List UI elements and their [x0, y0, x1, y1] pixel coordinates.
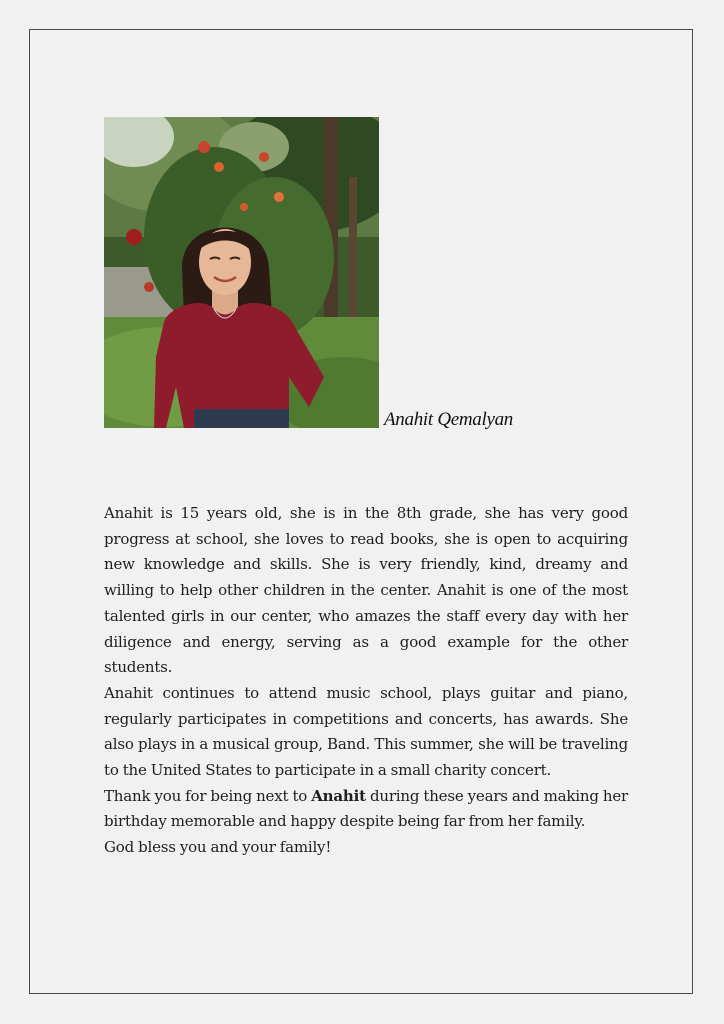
paragraph-3	[104, 784, 628, 835]
portrait-illustration	[104, 117, 379, 428]
caption-name: Anahit Qemalyan	[384, 409, 514, 430]
portrait-photo	[104, 117, 379, 428]
closing-line: God bless you and your family!	[104, 838, 332, 857]
highlighted-name: Anahit	[311, 786, 366, 805]
paragraph-3-start: Thank you for being next to	[104, 786, 312, 805]
paragraph-3-end: during these years and making her birthday memorable and happy despite being far from her family.	[104, 786, 628, 831]
paragraph-2: Anahit continues to attend music school, plays guitar and piano, regularly participates in competitions and concerts, has awards. She also plays in a musical group, Band. This summer, she will be traveling to the United States to participate in a small charity concert.	[104, 683, 628, 780]
paragraph-1: Anahit is 15 years old, she is in the 8th grade, she has very good progress at school, she loves to read books, she is open to acquiring new knowledge and skills. She is very friendly, kind, dreamy and willing to help other children in the center. Anahit is one of the most talented girls in our center, who amazes the staff every day with her diligence and energy, serving as a good example for the other students.	[104, 504, 628, 677]
body-text	[104, 501, 628, 861]
